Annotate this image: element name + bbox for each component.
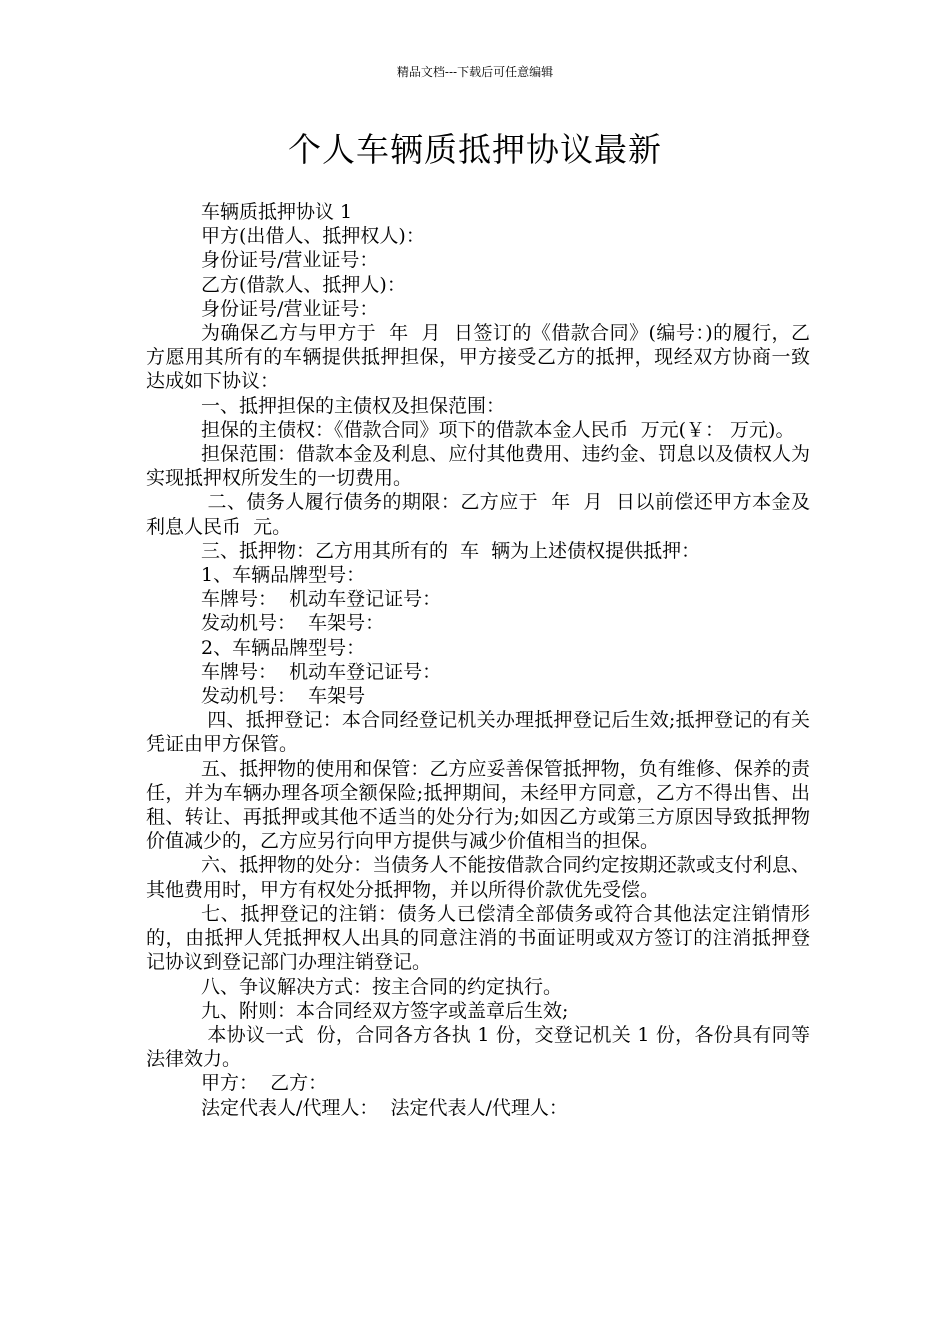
paragraph-copies: 本协议一式 份，合同各方各执 1 份，交登记机关 1 份，各份具有同等法律效力。 [146, 1023, 810, 1071]
paragraph-vehicle-2-engine: 发动机号： 车架号 [201, 685, 366, 708]
paragraph-vehicle-2-plate: 车牌号： 机动车登记证号： [201, 660, 442, 683]
paragraph-clause-4: 四、抵押登记：本合同经登记机关办理抵押登记后生效;抵押登记的有关凭证由甲方保管。 [146, 709, 810, 756]
paragraph-vehicle-1-engine: 发动机号： 车架号： [201, 612, 385, 635]
paragraph-clause-6: 六、抵押物的处分：当债务人不能按借款合同约定按期还款或支付利息、其他费用时，甲方有权处分抵押物，并以所得价款优先受偿。 [146, 854, 810, 901]
paragraph-vehicle-1-model: 1、车辆品牌型号： [201, 564, 366, 587]
paragraph-party-b-id: 身份证号/营业证号： [201, 297, 379, 320]
paragraph-clause-3: 三、抵押物：乙方用其所有的 车 辆为上述债权提供抵押： [201, 539, 701, 562]
paragraph-party-a: 甲方(出借人、抵押权人)： [201, 225, 425, 248]
page-header-note: 精品文档---下载后可任意编辑 [396, 65, 554, 79]
paragraph-party-b: 乙方(借款人、抵押人)： [201, 273, 406, 296]
paragraph-clause-2: 二、债务人履行债务的期限：乙方应于 年 月 日以前偿还甲方本金及利息人民币 元。 [146, 491, 810, 538]
paragraph-vehicle-1-plate: 车牌号： 机动车登记证号： [201, 588, 442, 611]
paragraph-clause-1: 一、抵押担保的主债权及担保范围： [201, 394, 506, 417]
paragraph-preamble: 为确保乙方与甲方于 年 月 日签订的《借款合同》(编号：)的履行，乙方愿用其所有的车辆提供抵押担保，甲方接受乙方的抵押，现经双方协商一致达成如下协议： [146, 322, 810, 393]
paragraph-vehicle-2-model: 2、车辆品牌型号： [201, 636, 366, 659]
paragraph-signature-representatives: 法定代表人/代理人： 法定代表人/代理人： [201, 1096, 568, 1119]
paragraph-principal-claim: 担保的主债权：《借款合同》项下的借款本金人民币 万元(￥： 万元)。 [201, 418, 795, 441]
paragraph-clause-9: 九、附则：本合同经双方签字或盖章后生效; [201, 999, 569, 1022]
document-body [146, 200, 810, 1120]
paragraph-clause-8: 八、争议解决方式：按主合同的约定执行。 [201, 975, 563, 998]
paragraph-party-a-id: 身份证号/营业证号： [201, 249, 379, 272]
paragraph-agreement-heading: 车辆质抵押协议 1 [201, 201, 353, 223]
paragraph-clause-5: 五、抵押物的使用和保管：乙方应妥善保管抵押物，负有维修、保养的责任，并为车辆办理各项全额保险;抵押期间，未经甲方同意，乙方不得出售、出租、转让、再抵押或其他不适当的处分行为;如因乙方或第三方原因导致抵押物价值减少的，乙方应另行向甲方提供与减少价值相当的担保。 [146, 757, 810, 853]
document-title: 个人车辆质抵押协议最新 [288, 130, 662, 169]
paragraph-signature-parties: 甲方： 乙方： [201, 1072, 328, 1095]
paragraph-guarantee-scope: 担保范围：借款本金及利息、应付其他费用、违约金、罚息以及债权人为实现抵押权所发生的一切费用。 [146, 443, 810, 490]
paragraph-clause-7: 七、抵押登记的注销：债务人已偿清全部债务或符合其他法定注销情形的，由抵押人凭抵押权人出具的同意注消的书面证明或双方签订的注消抵押登记协议到登记部门办理注销登记。 [146, 902, 810, 974]
